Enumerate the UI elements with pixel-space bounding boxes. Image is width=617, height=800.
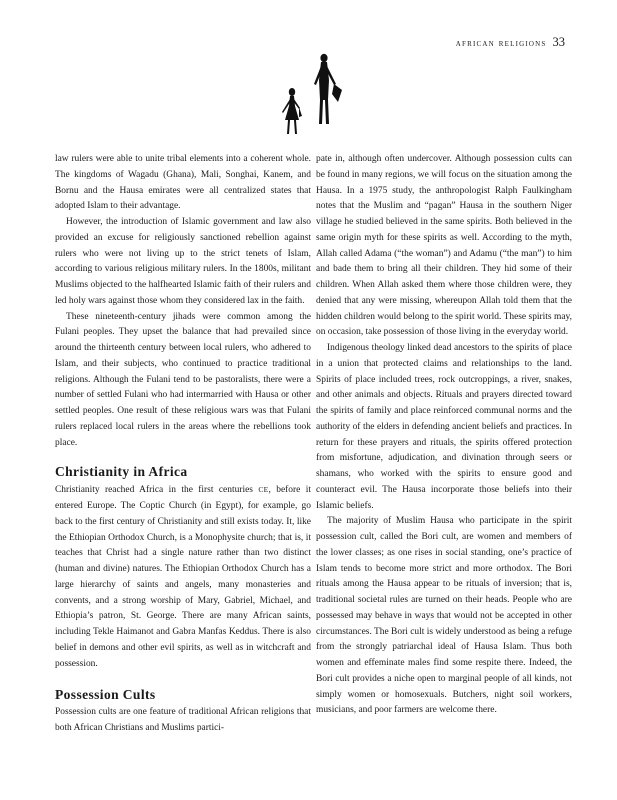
running-title: african religions	[455, 38, 547, 49]
paragraph: pate in, although often undercover. Although possession cults can be found in many regions, we will focus on the situation among the Hausa. In a 1975 study, the anthropologist Ralph Faulkingham notes that the Muslim and “pagan” Hausa in the southern Niger village he studied believed in the same spirits. Both believed in the same origin myth for these spirits as well. According to the myth, Allah called Adama (“the woman”) and Adamu (“the man”) to him and bade them to bring all their children. They hid some of their children. When Allah asked them where those children were, they denied that any were missing, whereupon Allah told them that the hidden children would belong to the spirit world. These spirits may, on occasion, take possession of those living in the everyday world.	[316, 154, 572, 338]
paragraph: These nineteenth-century jihads were common among the Fulani peoples. They upset the balance that had prevailed since around the thirteenth century between local rulers, who adhered to Islam, and their subjects, who continued to practice traditional religions. Although the Fulani tend to be pastoralists, there were a number of settled Fulani who had intermarried with Hausa or other settled peoples. One result of these religious wars was that Fulani rulers replaced local rulers in the areas where the rebellions took place.	[55, 311, 311, 448]
left-column	[55, 152, 311, 737]
running-head	[456, 35, 565, 50]
paragraph: The majority of Muslim Hausa who participate in the spirit possession cult, called the Bori cult, are women and members of the lower classes; as one rises in social standing, one’s practice of Islam tends to become more strict and more orthodox. The Bori rituals among the Hausa appear to be rituals of inversion; that is, traditional societal rules are turned on their heads. People who are possessed may behave in ways that would not be accepted in other circumstances. The Bori cult is widely understood as being a refuge from the strongly patriarchal ideal of Hausa Islam. Thus both women and effeminate males find some respite there. Indeed, the Bori cult provides a niche open to marginal people of all kinds, not simply women or homosexuals. Butchers, night soil workers, musicians, and poor farmers are welcome there.	[316, 516, 572, 716]
tribal-figures-icon	[272, 50, 352, 142]
page-number: 33	[552, 35, 565, 49]
text-run: , before it entered Europe. The Coptic Church (in Egypt), for example, go back to the first century of Christianity and still exists today. It, like the Ethiopian Orthodox Church, is a Monophysite church; that is, it teaches that Christ had a single nature rather than two distinct (human and divine) natures. The Ethiopian Orthodox Church has a large hierarchy of saints and angels, many monasteries and convents, and a strong worship of Mary, Gabriel, Michael, and Ethiopia’s patron, St. George. There are many African saints, including Tekle Haimanot and Gabra Manfas Keddus. There is also belief in demons and other evil spirits, as well as in witchcraft and possession.	[55, 485, 311, 669]
paragraph	[55, 482, 311, 672]
text-run: Christianity reached Africa in the first centuries	[55, 485, 259, 496]
era-abbreviation: CE	[258, 485, 269, 495]
right-column	[316, 152, 572, 719]
paragraph: law rulers were able to unite tribal elements into a coherent whole. The kingdoms of Wagadu (Ghana), Mali, Songhai, Kanem, and Bornu and the Hausa emirates were all centralized states that adopted Islam to their advantage.	[55, 154, 311, 212]
paragraph: Indigenous theology linked dead ancestors to the spirits of place in a union that protected claims and relationships to the land. Spirits of place included trees, rock outcroppings, a river, snakes, and other animals and objects. Rituals and prayers directed toward the spirits of family and place reinforced communal norms and the authority of the elders in defending ancient beliefs and practices. In return for these prayers and rituals, the spirits offered protection from misfortune, adjudication, and divination through seers or shamans, who worked with the spirits to ensure good and counteract evil. The Hausa incorporate those beliefs into their Islamic beliefs.	[316, 343, 572, 511]
section-heading-possession-cults: Possession Cults	[55, 687, 156, 703]
paragraph: However, the introduction of Islamic government and law also provided an excuse for religiously sanctioned rebellion against rulers who were not living up to the strict tenets of Islam, according to various religious military rulers. In the 1800s, militant Muslims objected to the halfhearted Islamic faith of their rulers and led holy wars against those whom they considered lax in the faith.	[55, 217, 311, 306]
paragraph: Possession cults are one feature of traditional African religions that both African Christians and Muslims partici-	[55, 707, 311, 733]
section-heading-christianity: Christianity in Africa	[55, 464, 188, 480]
